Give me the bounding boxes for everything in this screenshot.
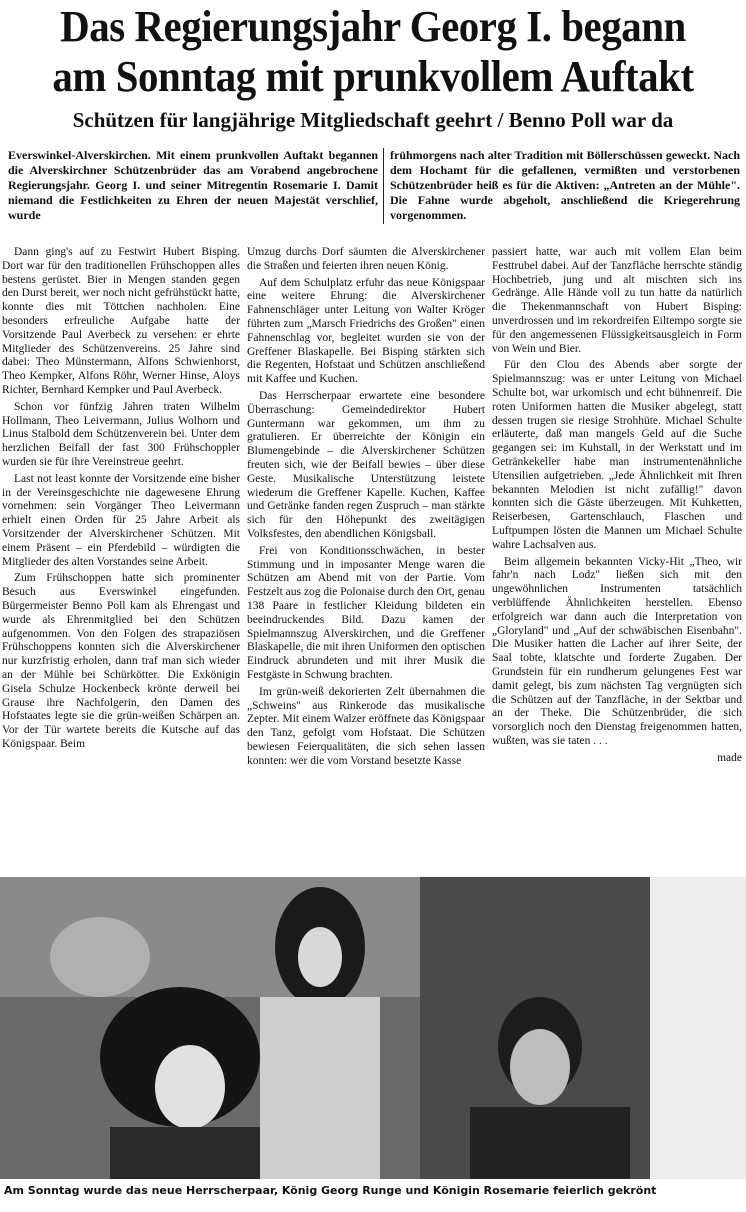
photo-illustration	[0, 877, 746, 1179]
author-signature: made	[717, 751, 742, 764]
headline-line-2: am Sonntag mit prunkvollem Auftakt	[52, 52, 694, 101]
paragraph: passiert hatte, war auch mit vollem Elan beim Festtrubel dabei. Auf der Tanzfläche herrschte ständig Hochbetrieb, jung und alt mischten sich ins Gedränge. Alle Hände voll zu tun hatte da natürlich die Thekenmannschaft von Hubert Bisping: unverdrossen und im rekordreifen Eiltempo sorgte sie für den angemessenen Flüssigkeitsausgleich in Form von Wein und Bier.	[492, 246, 742, 355]
paragraph: Im grün-weiß dekorierten Zelt übernahmen die „Schweins" aus Rinkerode das musikalische Zepter. Mit einem Walzer eröffnete das Königspaar den Tanz, gefolgt vom Hofstaat. Die Schützen bewiesen Feierqualitäten, die sich sehen lassen konnten: wer die vom Vorstand besetzte Kasse	[247, 685, 485, 767]
intro-left: Everswinkel-Alverskirchen. Mit einem prunkvollen Auftakt begannen die Alverskirchner Schützenbrüder das am Vorabend angebrochene Regierungsjahr. Georg I. und seiner Mitregentin Rosemarie I. Damit niemand die Festlichkeiten zu Ehren der neuen Majestät verschlief, wurde	[8, 148, 378, 222]
intro-divider	[383, 148, 384, 224]
paragraph: Das Herrscherpaar erwartete eine besondere Überraschung: Gemeindedirektor Hubert Guntermann war gekommen, um ihm zu gratulieren. Er überreichte der Königin ein Blumengebinde – die Alverskirchener Schützen freuten sich, wie der Beifall bewies – über diese Geste. Musikalische Unterstützung leistete wiederum die Greffener Kapelle. Kuchen, Kaffee und Getränke fanden regen Zuspruch – man stärkte sich für den Höhepunkt des zweitägigen Volksfestes, den abendlichen Königsball.	[247, 389, 485, 540]
paragraph: Last not least konnte der Vorsitzende eine bisher in der Vereinsgeschichte nie dagewesene Ehrung vornehmen: sein Vorgänger Theo Leivermann erhielt einen Orden für 25 Jahre Arbeit als Vorsitzender der Alverskirchener Schützen. Mit einem Präsent – ein Pferdebild – würdigten die Mitglieder des alten Vorstandes seine Arbeit.	[2, 472, 240, 568]
paragraph: Umzug durchs Dorf säumten die Alverskirchener die Straßen und feierten ihren neuen König.	[247, 246, 485, 272]
intro-right: frühmorgens nach alter Tradition mit Böllerschüssen geweckt. Nach dem Hochamt für die gefallenen, vermißten und verstorbenen Schützenbrüder heiß es für die Aktiven: „Antreten an der Mühle". Die Fahne wurde abgeholt, anschließend die Kriegerehrung vorgenommen.	[390, 148, 740, 222]
coronation-photo	[0, 877, 746, 1179]
headline-line-1: Das Regierungsjahr Georg I. begann	[60, 2, 686, 51]
photo-caption: Am Sonntag wurde das neue Herrscherpaar, König Georg Runge und Königin Rosemarie feierlich gekrönt	[4, 1184, 657, 1197]
article-column-1	[2, 246, 240, 755]
subheadline: Schützen für langjährige Mitgliedschaft geehrt / Benno Poll war da	[72, 108, 674, 132]
paragraph: Dann ging's auf zu Festwirt Hubert Bisping. Dort war für den traditionellen Frühschoppen alles bestens gerüstet. Bier in Mengen standen gegen den Durst bereit, wer noch nicht gefrühstückt hatte, konnte dies mit Töttchen nachholen. Eine besonders erfreuliche Aufgabe hatte der Vorsitzende Paul Averbeck zu versehen: er ehrte Mitglieder des Schützenvereins. 25 Jahre sind dabei: Theo Münstermann, Alfons Schwienhorst, Theo Kempker, Alfons Röhr, Werner Hinse, Aloys Richter, Bernhard Kempker und Paul Averbeck.	[2, 246, 240, 396]
paragraph: Auf dem Schulplatz erfuhr das neue Königspaar eine weitere Ehrung: die Alverskirchener Fahnenschläger unter Leitung von Walter Kröger führten zum „Marsch Friedrichs des Großen" einen Fahnenschlag vor, begleitet wurden sie von der Greffener Blaskapelle. Bei Bisping stärkten sich die Regenten, Hofstaat und Schützen anschließend mit Kaffee und Kuchen.	[247, 276, 485, 386]
article-column-2	[247, 246, 485, 771]
headline	[26, 2, 720, 102]
paragraph: Frei von Konditionsschwächen, in bester Stimmung und in imposanter Menge waren die Schützen am Abend mit von der Partie. Vom Festzelt aus zog die Polonaise durch den Ort, genau 138 Paare in festlicher Kleidung bildeten ein beeindruckendes Bild. Dazu kamen der Spielmannszug Alverskirchen, und die Greffener Blaskapelle, die mit ihren Uniformen den optischen Eindruck abrundeten und mit ihrer Musik die Festgäste in Schwung brachten.	[247, 544, 485, 681]
article-column-3	[492, 246, 742, 765]
paragraph: Für den Clou des Abends aber sorgte der Spielmannszug: was er unter Leitung von Michael Schulte bot, war urkomisch und echt bühnenreif. Die roten Uniformen hatten die Musiker abgelegt, statt dessen trugen sie riesige Strohhüte. Michael Schulte erläuterte, daß man mangels Geld auf die Suche gegangen sei: im Kuhstall, in der Werkstatt und im Getränkekeller habe man instrumentenähnliche Utensilien aufgetrieben. „Jede Ähnlichkeit mit Ihren bekannten Melodien ist nicht zufällig!" davon konnten sich die Gäste überzeugen. Mit Kuhketten, Reiserbesen, Gartenschlauch, Flaschen und Luftpumpen lösten die Mannen um Michael Schulte wahre Lachsalven aus.	[492, 359, 742, 551]
paragraph: Beim allgemein bekannten Vicky-Hit „Theo, wir fahr'n nach Lodz" ließen sich mit den ungewöhnlichen Instrumenten tatsächlich verblüffende Ähnlichkeiten herstellen. Ebenso erfolgreich war dann auch die Interpretation von „Gloryland" und „Auf der schwäbischen Eisenbahn". Die Musiker hatten die Lacher auf ihrer Seite, der Saal tobte, klatschte und forderte Zugaben. Der Grundstein für ein rundherum gelungenes Fest war damit gelegt, bis zum nächsten Tag vergnügten sich die Schützen auf der Tanzfläche, in der Sektbar und an der Theke. Die Schützenbrüder, die sich vorsorglich noch den Dienstag freigenommen hatten, wußten, was sie taten . . .	[492, 555, 742, 747]
paragraph: Zum Frühschoppen hatte sich prominenter Besuch aus Everswinkel eingefunden. Bürgermeister Benno Poll kam als Ehrengast und wurde als Ehrenmitglied bei den Schützen aufgenommen. Von den Folgen des strapaziösen Frühschoppens konnten sich die Alverskirchener nur kurzfristig erholen, dann traf man sich wieder an der Mühle bei Schürkötter. Die Exkönigin Gisela Schulze Hockenbeck krönte derweil bei Grause ihre Nachfolgerin, den Damen des Hofstaates legte sie die grün-weißen Schärpen an. Vor der Tür wartete bereits die Kutsche auf das Königspaar. Beim	[2, 572, 240, 750]
paragraph: Schon vor fünfzig Jahren traten Wilhelm Hollmann, Theo Leivermann, Julius Wolhorn und Linus Stalbold dem Schützenverein bei. Unter dem herzlichen Beifall der fast 300 Frühschoppler wurden sie für ihre Vereinstreue geehrt.	[2, 400, 240, 468]
